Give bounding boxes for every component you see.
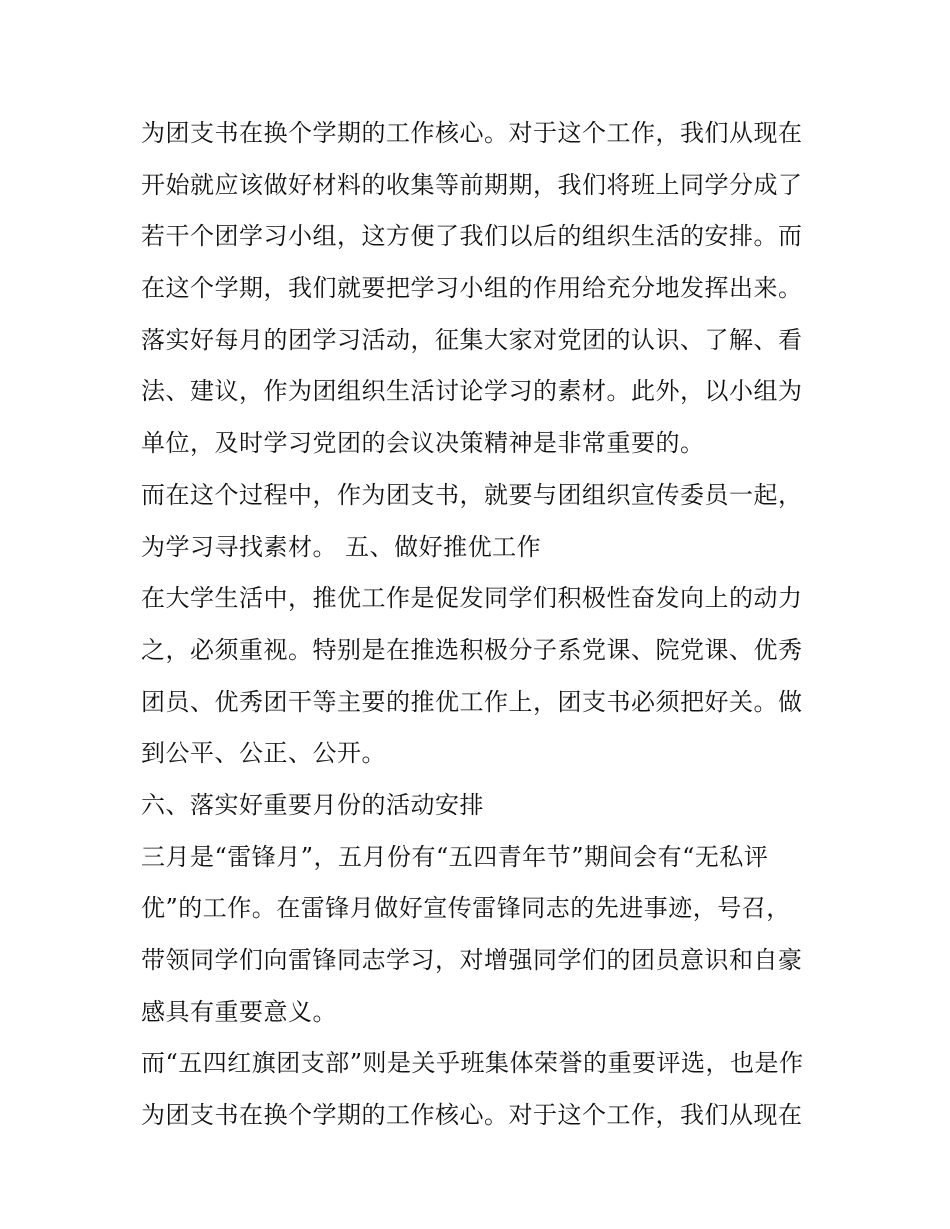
- text-line: 感具有重要意义。: [141, 997, 337, 1026]
- text-line: 若干个团学习小组，这方便了我们以后的组织生活的安排。而: [141, 222, 803, 251]
- text-line: 在这个学期，我们就要把学习小组的作用给充分地发挥出来。: [141, 274, 803, 303]
- text-line: 之，必须重视。特别是在推选积极分子系党课、院党课、优秀: [141, 635, 803, 664]
- text-line: 法、建议，作为团组织生活讨论学习的素材。此外，以小组为: [141, 377, 803, 406]
- text-line: 而“五四红旗团支部”则是关乎班集体荣誉的重要评选，也是作: [141, 1049, 804, 1078]
- text-line: 为团支书在换个学期的工作核心。对于这个工作，我们从现在: [141, 119, 803, 147]
- text-line: 开始就应该做好材料的收集等前期期，我们将班上同学分成了: [141, 170, 803, 199]
- text-line: 六、落实好重要月份的活动安排: [141, 790, 484, 819]
- text-line: 在大学生活中，推优工作是促发同学们积极性奋发向上的动力: [141, 584, 803, 613]
- text-line: 为学习寻找素材。 五、做好推优工作: [141, 532, 542, 561]
- text-line: 为团支书在换个学期的工作核心。对于这个工作，我们从现在: [141, 1101, 803, 1130]
- text-line: 到公平、公正、公开。: [141, 739, 386, 768]
- text-line: 而在这个过程中，作为团支书，就要与团组织宣传委员一起，: [141, 480, 803, 509]
- text-line: 带领同学们向雷锋同志学习，对增强同学们的团员意识和自豪: [141, 946, 803, 974]
- text-line: 团员、优秀团干等主要的推优工作上，团支书必须把好关。做: [141, 687, 803, 716]
- text-line: 三月是“雷锋月”，五月份有“五四青年节”期间会有“无私评: [141, 842, 769, 871]
- text-line: 单位，及时学习党团的会议决策精神是非常重要的。: [141, 429, 705, 458]
- body-text: [141, 108, 831, 1142]
- text-line: 优”的工作。在雷锋月做好宣传雷锋同志的先进事迹，号召，: [141, 894, 791, 923]
- text-line: 落实好每月的团学习活动，征集大家对党团的认识、了解、看: [141, 325, 803, 354]
